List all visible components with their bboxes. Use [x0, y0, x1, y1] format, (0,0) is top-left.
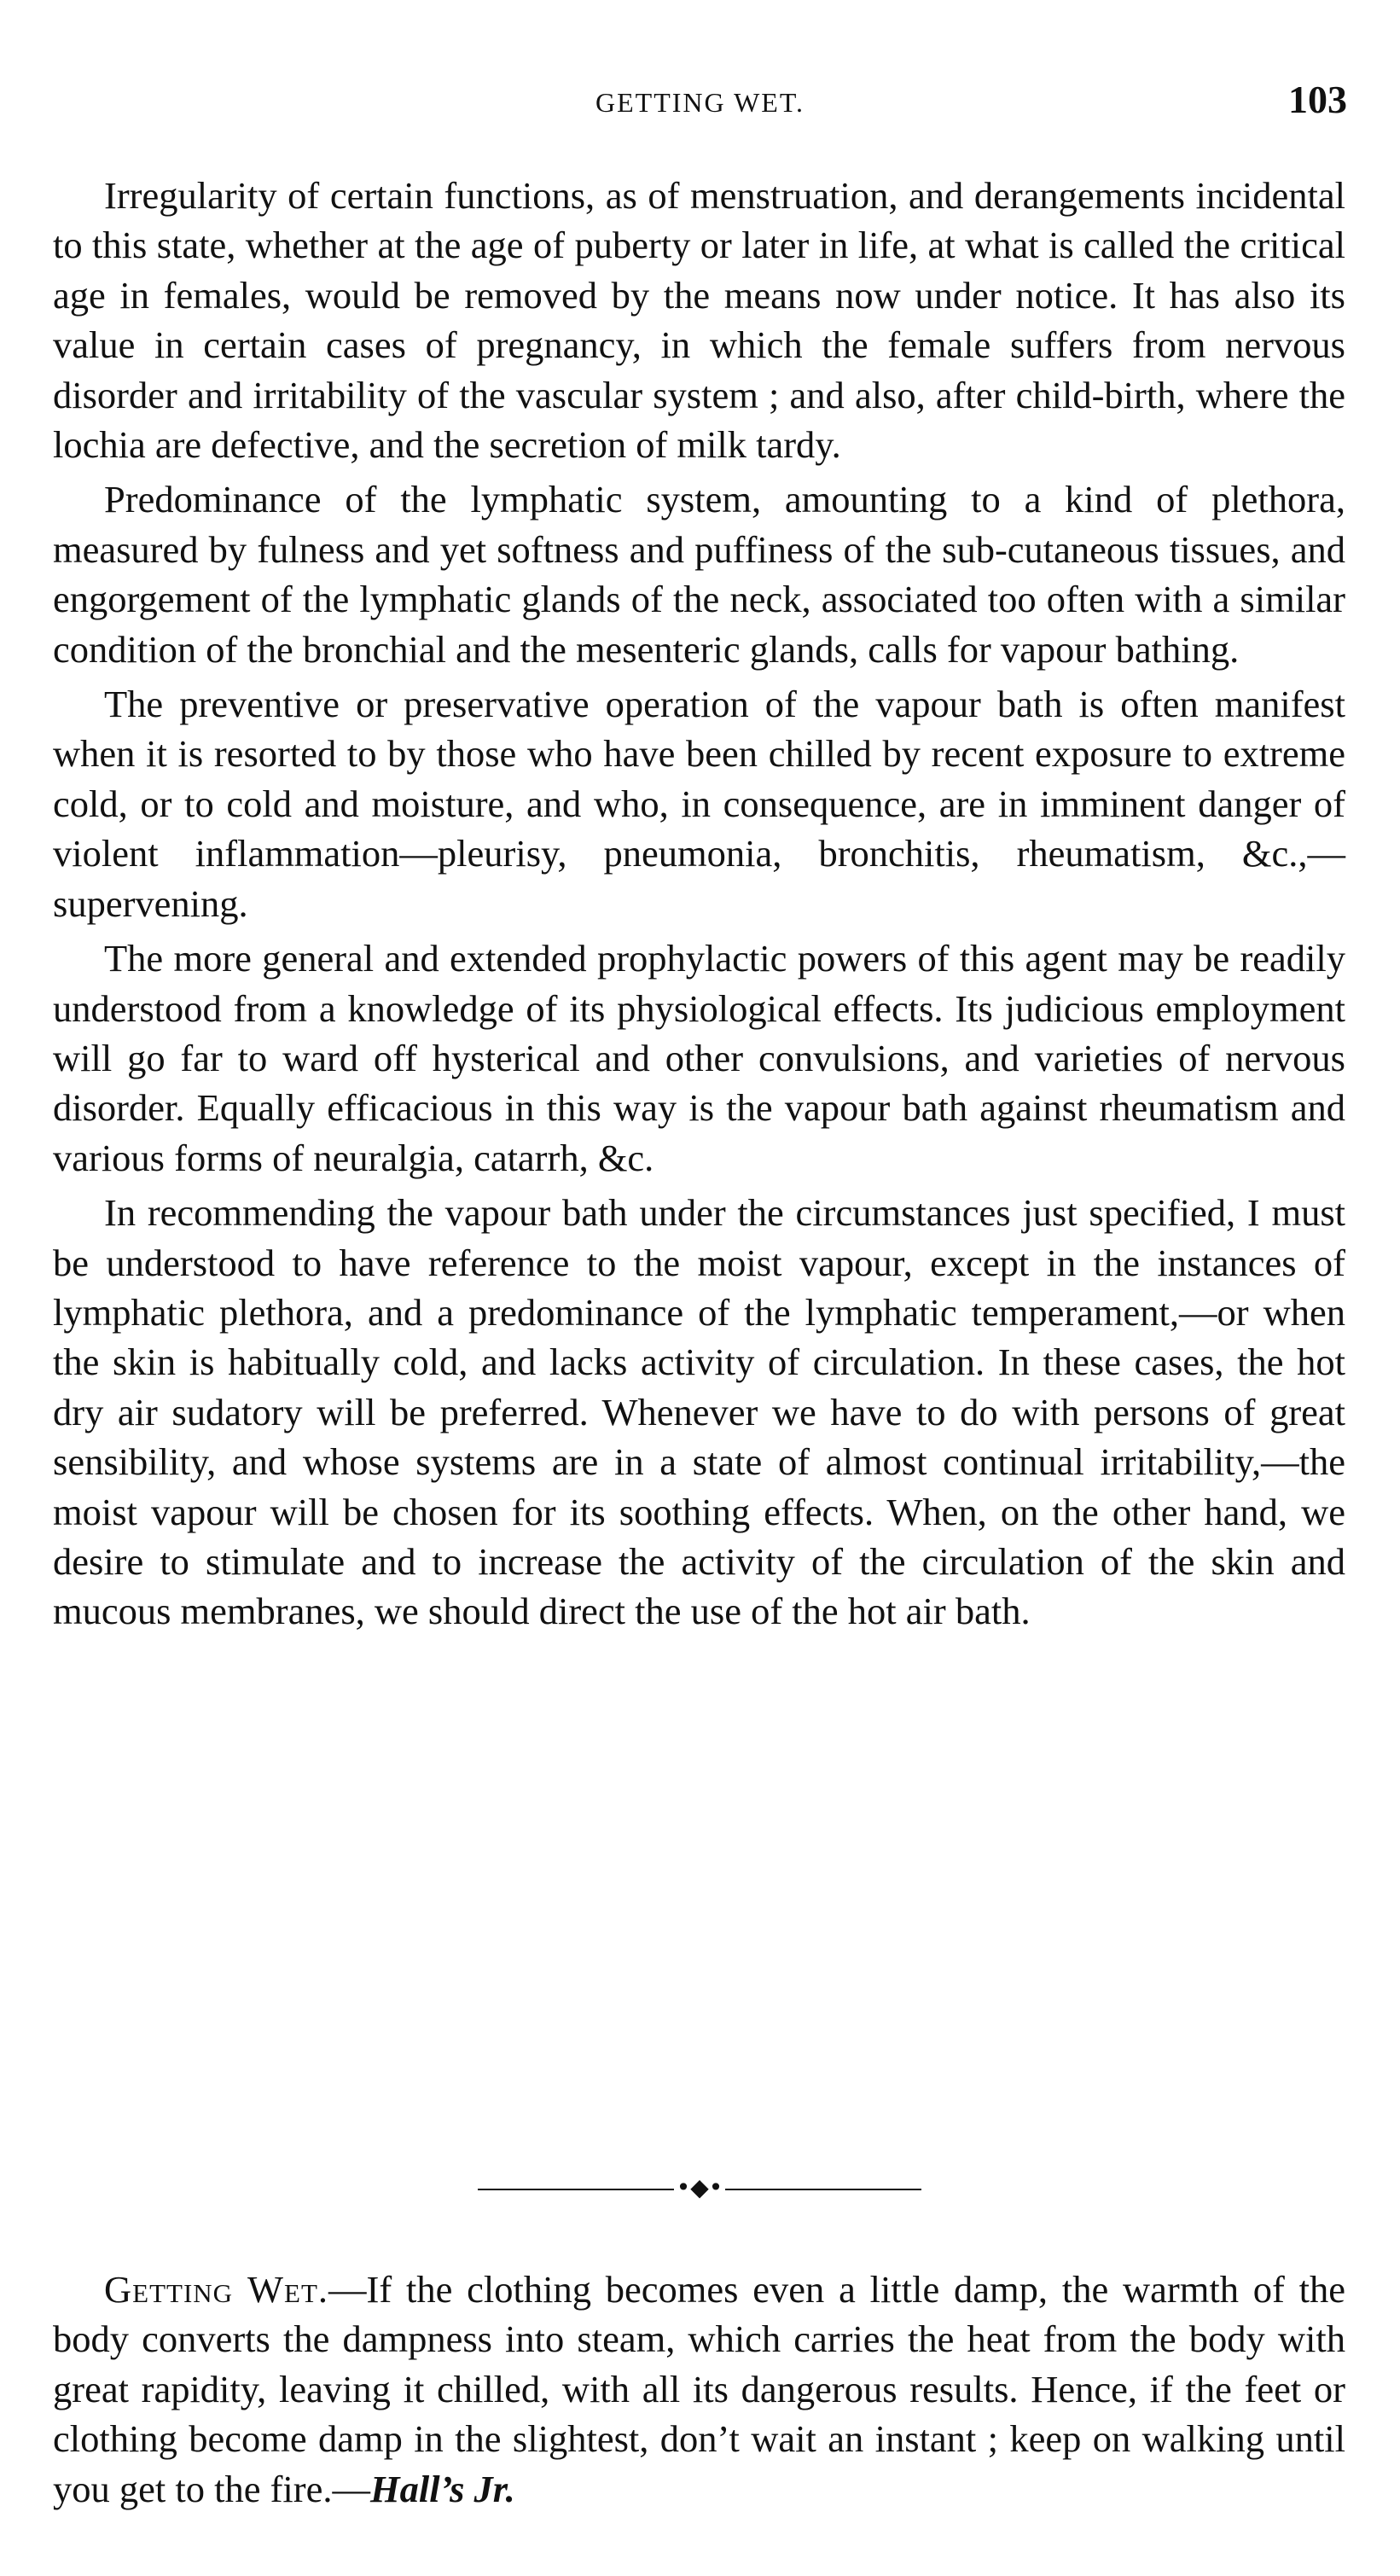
page-header [0, 75, 1400, 126]
paragraph-irregularity: Irregularity of certain functions, as of menstruation, and derangements incidental to this state, whether at the age of puberty or later in life, at what is called the critical age in females, would be removed by the means now under notice. It has also its value in certain cases of pregnancy, in which the female suffers from nervous disorder and irritability of the vascular system ; and also, after child-birth, where the lochia are defective, and the secretion of milk tardy. [53, 174, 1345, 467]
divider-rule-left [478, 2189, 674, 2190]
getting-wet-attribution: Hall’s Jr. [369, 2467, 515, 2510]
paragraph-recommending: In recommending the vapour bath under the circumstances just specified, I must be understood to have reference to the moist vapour, except in the instances of lymphatic plethora, and a predominance of the lymphatic temperament,—or when the skin is habitually cold, and lacks activity of circulation. In these cases, the hot dry air sudatory will be preferred. Whenever we have to do with persons of great sensibility, and whose systems are in a state of almost continual irritability,—the moist vapour will be chosen for its soothing effects. When, on the other hand, we desire to stimulate and to increase the activity of the circulation of the skin and mucous membranes, we should direct the use of the hot air bath. [53, 1191, 1345, 1633]
paragraph-lymphatic: Predominance of the lymphatic system, amounting to a kind of plethora, measured by fulness and yet softness and puffiness of the sub-cutaneous tissues, and engorgement of the lymphatic glands of the neck, associated too often with a similar condition of the bronchial and the mesenteric glands, calls for vapour bathing. [53, 478, 1345, 671]
running-head: GETTING WET. [595, 87, 805, 118]
body-text [53, 171, 1345, 1642]
getting-wet-paragraph [53, 2265, 1345, 2514]
divider-ornament: •◆• [676, 2173, 723, 2201]
getting-wet-text: —If the clothing becomes even a little damp, the warmth of the body converts the dampness into steam, which carries the heat from the body with great rapidity, leaving it chilled, with all its dangerous results. Hence, if the feet or clothing become damp in the slightest, don’t wait an instant ; keep on walking until you get to the fire.— [53, 2268, 1345, 2510]
paragraph-prophylactic: The more general and extended prophylactic powers of this agent may be readily understood from a knowledge of its physiological effects. Its judicious employment will go far to ward off hysterical and other convulsions, and varieties of nervous disorder. Equally efficacious in this way is the vapour bath against rheumatism and various forms of neuralgia, catarrh, &c. [53, 937, 1345, 1179]
getting-wet-section [53, 2265, 1345, 2519]
section-divider [478, 2173, 921, 2201]
getting-wet-heading: Getting Wet. [104, 2268, 329, 2311]
paragraph-preventive: The preventive or preservative operation of the vapour bath is often manifest when it is resorted to by those who have been chilled by recent exposure to extreme cold, or to cold and moisture, and who, in consequence, are in imminent danger of violent inflammation—pleurisy, pneumonia, bronchitis, rheumatism, &c.,—supervening. [53, 683, 1345, 925]
page-number: 103 [1288, 78, 1347, 121]
divider-rule-right [725, 2189, 921, 2190]
